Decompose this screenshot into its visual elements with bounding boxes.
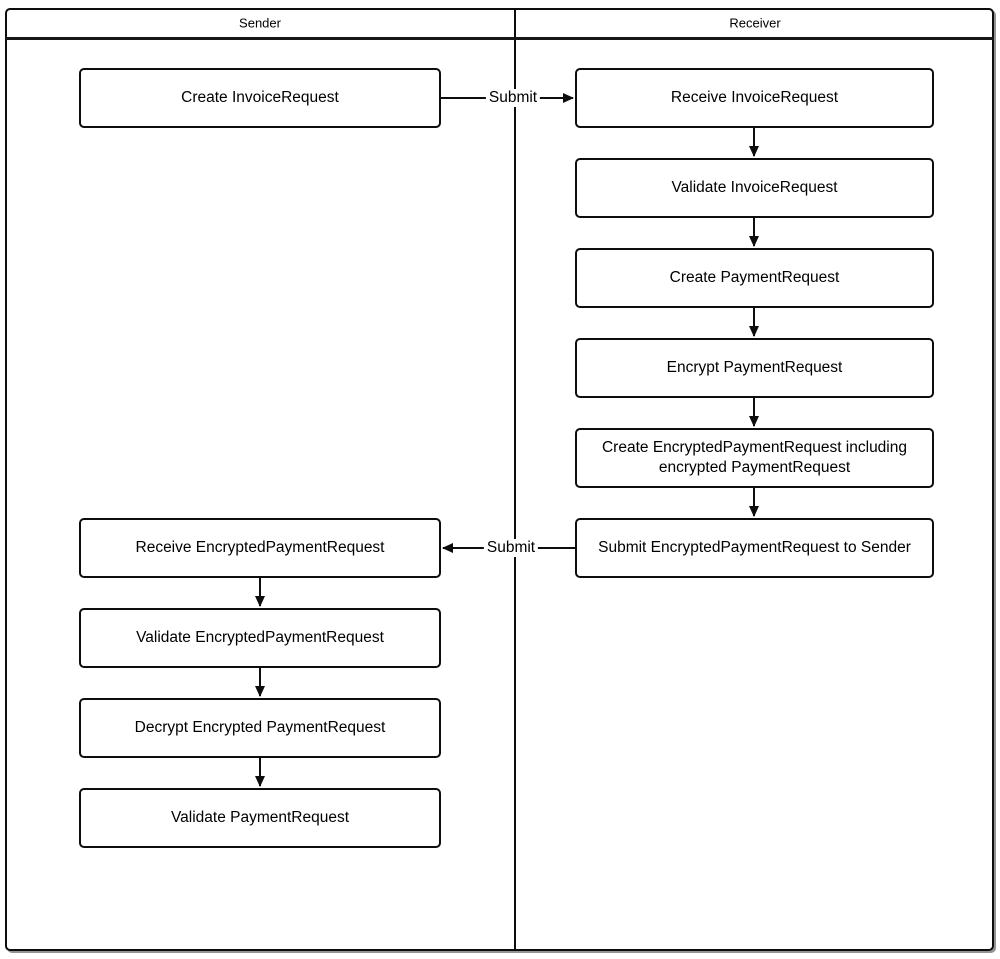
- node-submit-encrypted-payment-request: Submit EncryptedPaymentRequest to Sender: [575, 518, 934, 578]
- node-validate-payment-request: Validate PaymentRequest: [79, 788, 441, 848]
- node-decrypt-encrypted-payment-request: Decrypt Encrypted PaymentRequest: [79, 698, 441, 758]
- node-encrypt-payment-request: Encrypt PaymentRequest: [575, 338, 934, 398]
- node-validate-invoice-request: Validate InvoiceRequest: [575, 158, 934, 218]
- node-receive-encrypted-payment-request: Receive EncryptedPaymentRequest: [79, 518, 441, 578]
- node-create-payment-request: Create PaymentRequest: [575, 248, 934, 308]
- edge-label-submit-invoice: Submit: [486, 89, 540, 107]
- lane-header-separator: [5, 37, 994, 40]
- edge-label-submit-encrypted: Submit: [484, 539, 538, 557]
- lane-title-receiver: Receiver: [729, 15, 781, 31]
- lane-title-sender: Sender: [239, 15, 281, 31]
- node-create-invoice-request: Create InvoiceRequest: [79, 68, 441, 128]
- node-receive-invoice-request: Receive InvoiceRequest: [575, 68, 934, 128]
- node-validate-encrypted-payment-request: Validate EncryptedPaymentRequest: [79, 608, 441, 668]
- lane-divider: [514, 8, 516, 951]
- node-create-encrypted-payment-request: Create EncryptedPaymentRequest including encrypted PaymentRequest: [575, 428, 934, 488]
